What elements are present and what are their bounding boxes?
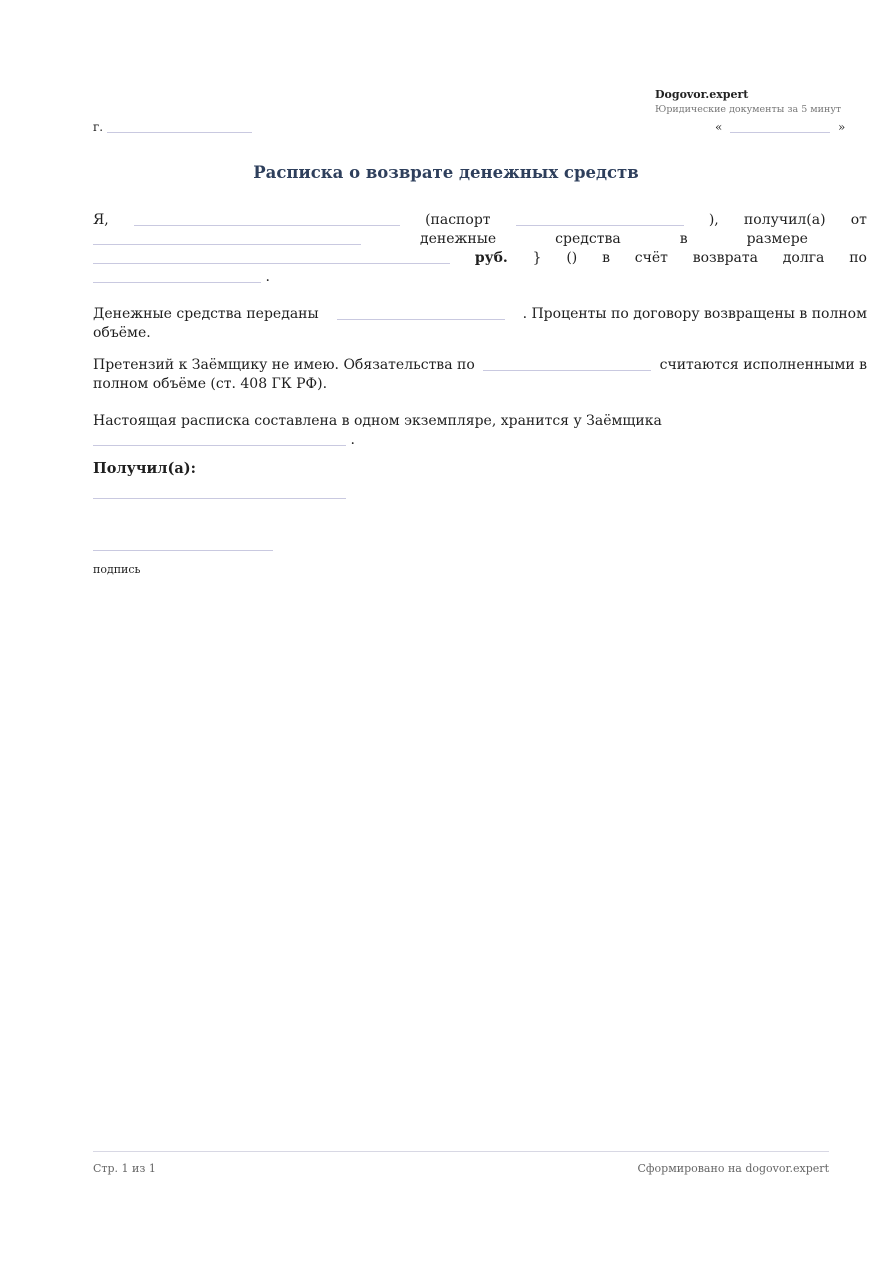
- date-field: [715, 120, 845, 134]
- city-blank[interactable]: [107, 131, 252, 133]
- document-title: Расписка о возврате денежных средств: [253, 163, 639, 182]
- p3-line2: полном объёме (ст. 408 ГК РФ).: [93, 376, 328, 392]
- passport-blank[interactable]: [516, 224, 684, 226]
- brand-block: [655, 88, 841, 115]
- p1-passport: (паспорт: [425, 212, 491, 228]
- city-prefix: г.: [93, 120, 104, 134]
- p1-return: возврата: [692, 250, 758, 266]
- footer-divider: [93, 1151, 829, 1152]
- p3-text1: Претензий к Заёмщику не имею. Обязательства по: [93, 357, 475, 373]
- p1-from: от: [850, 212, 867, 228]
- brand-tagline: Юридические документы за 5 минут: [655, 104, 842, 115]
- p1-rub: руб.: [474, 250, 508, 266]
- p1-dot: .: [265, 269, 270, 285]
- p1-line3: [93, 249, 867, 268]
- signature-label: подпись: [93, 563, 141, 576]
- p1-brace: }: [532, 250, 542, 266]
- p2-line2: объёме.: [93, 325, 151, 341]
- transfer-method-blank[interactable]: [337, 318, 505, 320]
- p1-line2: [93, 230, 867, 249]
- date-open-quote: «: [715, 120, 723, 134]
- p3-text2: считаются исполненными в: [659, 357, 867, 373]
- p1-received-word: получил(а): [743, 212, 826, 228]
- date-close-quote: »: [838, 120, 846, 134]
- signature-blank[interactable]: [93, 550, 273, 551]
- p1-debt: долга: [782, 250, 825, 266]
- p1-line1: [93, 211, 867, 230]
- date-blank[interactable]: [730, 131, 830, 133]
- p1-account: счёт: [634, 250, 668, 266]
- p1-into: в: [602, 250, 610, 266]
- p1-funds: средства: [555, 231, 621, 247]
- city-field: [93, 120, 252, 134]
- p3-line1: [93, 356, 867, 375]
- p4-line2: [93, 431, 867, 450]
- p1-parens: (): [566, 250, 578, 266]
- p1-ya: Я,: [93, 212, 109, 228]
- p4-line1: Настоящая расписка составлена в одном экземпляре, хранится у Заёмщика: [93, 413, 662, 429]
- page-number: Стр. 1 из 1: [93, 1162, 156, 1175]
- lender-blank[interactable]: [93, 243, 361, 245]
- amount-blank[interactable]: [93, 262, 450, 264]
- recipient-name-blank[interactable]: [93, 498, 346, 499]
- brand-name: Dogovor.expert: [655, 88, 749, 101]
- p2-text2: . Проценты по договору возвращены в полном: [522, 306, 867, 322]
- p2-text1: Денежные средства переданы: [93, 306, 319, 322]
- p4-dot: .: [350, 432, 355, 448]
- name-blank[interactable]: [134, 224, 400, 226]
- generated-note: Сформировано на dogovor.expert: [637, 1162, 829, 1175]
- p1-by: по: [849, 250, 867, 266]
- obligation-blank[interactable]: [483, 369, 651, 371]
- p1-amount: размере: [746, 231, 808, 247]
- received-label: Получил(а):: [93, 460, 196, 477]
- p2-line1: [93, 305, 867, 324]
- p1-line4: [93, 268, 867, 287]
- p1-received-paren: ),: [708, 212, 719, 228]
- p1-in: в: [679, 231, 688, 247]
- keeper-blank[interactable]: [93, 444, 346, 446]
- contract-blank[interactable]: [93, 281, 261, 283]
- p1-money: денежные: [420, 231, 497, 247]
